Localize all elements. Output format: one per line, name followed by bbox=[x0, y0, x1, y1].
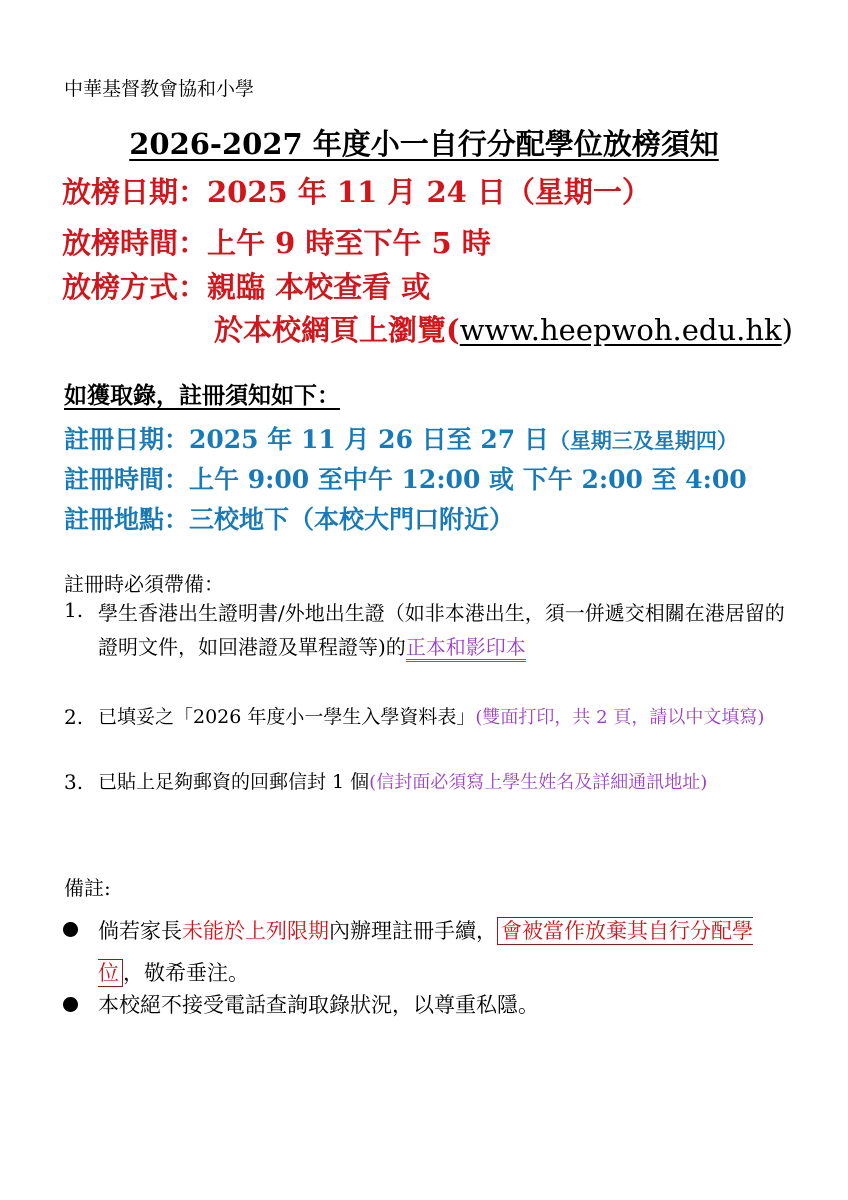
remarks-heading: 備註: bbox=[64, 876, 111, 900]
bring-item-2 bbox=[98, 700, 788, 735]
close-paren: ) bbox=[781, 313, 793, 347]
remark-1-part-c: 內辦理註冊手續， bbox=[329, 919, 497, 943]
registration-date bbox=[64, 420, 738, 456]
registration-date-days: （星期三及星期四） bbox=[548, 428, 738, 453]
school-name: 中華基督教會協和小學 bbox=[64, 78, 255, 100]
item-number-3: 3. bbox=[64, 770, 84, 794]
bring-item-3 bbox=[98, 765, 788, 800]
release-date: 放榜日期：2025 年 11 月 24 日（星期一） bbox=[62, 175, 651, 209]
bring-item-1-highlight: 正本和影印本 bbox=[406, 635, 526, 662]
release-time: 放榜時間：上午 9 時至下午 5 時 bbox=[62, 226, 491, 260]
bring-item-2-note: (雙面打印，共 2 頁，請以中文填寫) bbox=[475, 707, 765, 728]
remark-1-warning: 會被當作放棄其自行分配學位 bbox=[98, 919, 753, 985]
bring-heading: 註冊時必須帶備： bbox=[64, 572, 224, 596]
registration-place: 註冊地點：三校地下（本校大門口附近） bbox=[64, 505, 515, 534]
release-method-continued bbox=[214, 308, 793, 349]
bring-item-2-text: 已填妥之「2026 年度小一學生入學資料表」 bbox=[98, 706, 476, 728]
release-method: 放榜方式：親臨 本校查看 或 bbox=[62, 270, 431, 304]
bullet-icon bbox=[63, 922, 78, 937]
bring-item-3-text: 已貼上足夠郵資的回郵信封 1 個 bbox=[98, 771, 370, 793]
registration-time: 註冊時間：上午 9:00 至中午 12:00 或 下午 2:00 至 4:00 bbox=[64, 465, 747, 494]
registration-heading-text: 如獲取錄，註冊須知如下： bbox=[64, 382, 340, 409]
page-title bbox=[0, 122, 848, 163]
release-method-text: 於本校網頁上瀏覽( bbox=[214, 313, 460, 347]
remark-1-deadline: 未能於上列限期 bbox=[182, 919, 329, 943]
remark-1-part-e: ，敬希垂注。 bbox=[123, 961, 249, 985]
remark-item-2: 本校絕不接受電話查詢取錄狀況，以尊重私隱。 bbox=[98, 993, 539, 1017]
remark-1-part-a: 倘若家長 bbox=[98, 919, 182, 943]
bring-item-3-note: (信封面必須寫上學生姓名及詳細通訊地址) bbox=[369, 772, 708, 793]
bullet-icon bbox=[63, 997, 78, 1012]
page-title-text: 2026-2027 年度小一自行分配學位放榜須知 bbox=[129, 127, 719, 161]
registration-heading bbox=[64, 377, 340, 410]
bring-item-1-text: 學生香港出生證明書/外地出生證（如非本港出生，須一併遞交相關在港居留的證明文件，如回港證及單程證等)的 bbox=[98, 601, 785, 659]
registration-date-main: 註冊日期：2025 年 11 月 26 日至 27 日 bbox=[64, 425, 549, 454]
school-website-link[interactable]: www.heepwoh.edu.hk bbox=[459, 313, 782, 347]
item-number-2: 2. bbox=[64, 705, 84, 729]
remark-item-1 bbox=[98, 910, 778, 994]
item-number-1: 1. bbox=[64, 598, 84, 622]
bring-item-1 bbox=[98, 596, 788, 664]
